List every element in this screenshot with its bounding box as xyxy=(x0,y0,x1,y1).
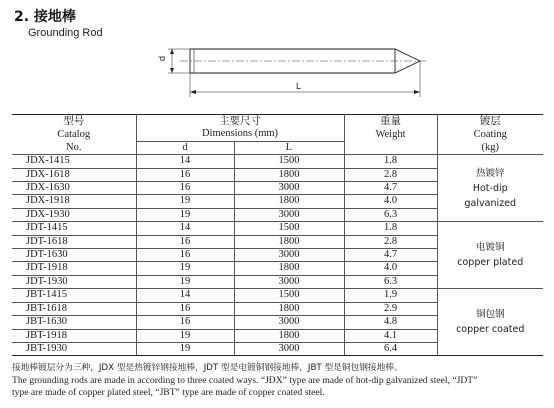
notes xyxy=(12,362,552,400)
catalog-cell: JDT-1918 xyxy=(12,262,136,275)
weight-cell: 6.3 xyxy=(344,208,437,221)
coating-coating-cn: 热镀锌 xyxy=(475,167,505,179)
coating-cell xyxy=(437,222,543,289)
coating-cell xyxy=(437,289,543,356)
l-cell: 1500 xyxy=(234,155,344,168)
weight-cell: 6.4 xyxy=(344,342,437,355)
header-dimensions-en: Dimensions (mm) xyxy=(136,128,344,141)
catalog-cell: JBT-1415 xyxy=(12,289,136,302)
coating-coating-en1: copper coated xyxy=(456,324,525,336)
l-arrow-right xyxy=(414,90,420,94)
header-coating-unit: (kg) xyxy=(437,141,543,154)
header-coating-cn: 镀层 xyxy=(437,115,543,129)
catalog-cell: JDT-1930 xyxy=(12,275,136,288)
weight-cell: 4.0 xyxy=(344,262,437,275)
l-cell: 1800 xyxy=(234,195,344,208)
d-cell: 16 xyxy=(136,168,234,181)
l-cell: 3000 xyxy=(234,249,344,262)
d-cell: 14 xyxy=(136,289,234,302)
catalog-cell: JDX-1630 xyxy=(12,182,136,195)
catalog-cell: JBT-1618 xyxy=(12,302,136,315)
d-cell: 16 xyxy=(136,235,234,248)
d-cell: 16 xyxy=(136,302,234,315)
d-cell: 19 xyxy=(136,195,234,208)
l-cell: 3000 xyxy=(234,316,344,329)
l-cell: 3000 xyxy=(234,208,344,221)
note-en-line2: type are made of copper plated steel, “JBT” type are made of copper coated steel. xyxy=(12,387,325,398)
weight-cell: 1.9 xyxy=(344,289,437,302)
note-en-line1: The grounding rods are made in according to three coated ways. “JDX” type are made of hot-dip galvanized steel, “JDT” xyxy=(12,374,478,386)
weight-cell: 2.9 xyxy=(344,302,437,315)
catalog-cell: JDX-1930 xyxy=(12,208,136,221)
weight-cell: 6.3 xyxy=(344,275,437,288)
l-cell: 3000 xyxy=(234,182,344,195)
d-cell: 16 xyxy=(136,182,234,195)
table-row xyxy=(12,289,543,302)
l-label: L xyxy=(296,81,302,91)
header-catalog-no: No. xyxy=(12,141,136,154)
catalog-cell: JDT-1630 xyxy=(12,249,136,262)
weight-cell: 1.8 xyxy=(344,222,437,235)
weight-cell: 4.8 xyxy=(344,316,437,329)
catalog-cell: JDT-1415 xyxy=(12,222,136,235)
l-cell: 1800 xyxy=(234,168,344,181)
coating-coating-en1: Hot-dip xyxy=(472,182,508,194)
header-catalog-cn: 型号 xyxy=(12,115,136,129)
catalog-cell: JBT-1630 xyxy=(12,316,136,329)
catalog-cell: JDX-1618 xyxy=(12,168,136,181)
d-label: d xyxy=(157,55,167,61)
section-title: 2. 接地棒 xyxy=(14,9,76,25)
weight-cell: 2.8 xyxy=(344,168,437,181)
header-catalog-en: Catalog xyxy=(12,128,136,141)
header-weight-unit xyxy=(344,141,437,154)
l-cell: 3000 xyxy=(234,275,344,288)
d-cell: 19 xyxy=(136,329,234,342)
header-dimensions-cn: 主要尺寸 xyxy=(136,115,344,129)
l-cell: 1800 xyxy=(234,329,344,342)
header-l: L xyxy=(234,141,344,154)
d-cell: 19 xyxy=(136,275,234,288)
l-cell: 1500 xyxy=(234,289,344,302)
l-cell: 1500 xyxy=(234,222,344,235)
coating-coating-cn: 铜包钢 xyxy=(475,309,505,321)
coating-coating-en2: galvanized xyxy=(464,197,516,209)
d-cell: 16 xyxy=(136,249,234,262)
table-row xyxy=(12,155,543,168)
coating-coating-en1: copper plated xyxy=(457,257,524,269)
d-cell: 14 xyxy=(136,222,234,235)
header-d: d xyxy=(136,141,234,154)
d-cell: 19 xyxy=(136,262,234,275)
l-cell: 1800 xyxy=(234,302,344,315)
d-arrow-bottom xyxy=(170,68,174,73)
d-cell: 16 xyxy=(136,316,234,329)
weight-cell: 4.1 xyxy=(344,329,437,342)
grounding-rod-diagram xyxy=(150,44,430,104)
l-cell: 1800 xyxy=(234,262,344,275)
coating-cell xyxy=(437,155,543,222)
note-cn: 接地棒镀层分为三种，JDX 型是热镀锌钢接地棒，JDT 型是电镀铜钢接地棒，JBT 型是铜包钢接地棒。 xyxy=(12,363,403,373)
d-arrow-top xyxy=(170,49,174,54)
weight-cell: 4.0 xyxy=(344,195,437,208)
catalog-cell: JDX-1415 xyxy=(12,155,136,168)
catalog-cell: JBT-1930 xyxy=(12,342,136,355)
d-cell: 14 xyxy=(136,155,234,168)
d-cell: 19 xyxy=(136,208,234,221)
coating-coating-cn: 电镀铜 xyxy=(475,242,505,254)
catalog-cell: JBT-1918 xyxy=(12,329,136,342)
weight-cell: 4.7 xyxy=(344,249,437,262)
weight-cell: 4.7 xyxy=(344,182,437,195)
l-cell: 1800 xyxy=(234,235,344,248)
table-row xyxy=(12,222,543,235)
catalog-cell: JDX-1918 xyxy=(12,195,136,208)
header-weight-en: Weight xyxy=(344,128,437,141)
header-weight-cn: 重量 xyxy=(344,115,437,129)
header-coating-en: Coating xyxy=(473,128,507,140)
catalog-cell: JDT-1618 xyxy=(12,235,136,248)
weight-cell: 1.8 xyxy=(344,155,437,168)
d-cell: 19 xyxy=(136,342,234,355)
grounding-rod-table xyxy=(12,114,543,356)
l-arrow-left xyxy=(190,90,196,94)
l-cell: 3000 xyxy=(234,342,344,355)
section-subtitle: Grounding Rod xyxy=(28,27,103,39)
weight-cell: 2.8 xyxy=(344,235,437,248)
